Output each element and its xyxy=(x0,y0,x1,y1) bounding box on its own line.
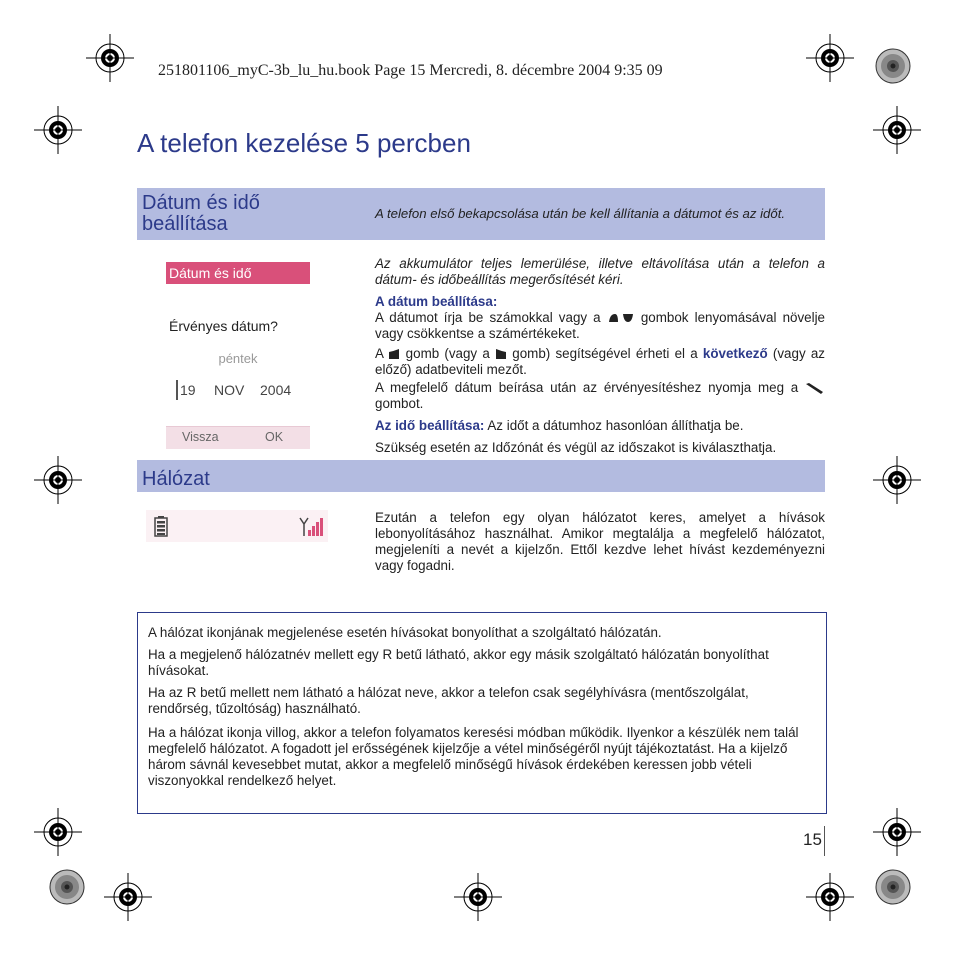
info-paragraph-3: Ha az R betű mellett nem látható a hálózat neve, akkor a telefon csak segélyhívásra (mentőszolgálat, rendőrség, tűzoltóság) használható. xyxy=(148,685,749,716)
network-screen xyxy=(146,510,328,542)
crosshair-icon xyxy=(104,873,152,921)
left-key-icon xyxy=(388,348,400,360)
crosshair-icon xyxy=(86,34,134,82)
date-instruction-1: A dátumot írja be számokkal vagy a gombok lenyomásával növelje vagy csökkentse a számértékeket. xyxy=(375,310,825,341)
time-setting: Az idő beállítása: Az időt a dátumhoz hasonlóan állíthatja be. xyxy=(375,418,744,433)
page-number: 15 xyxy=(803,830,822,849)
info-paragraph-2: Ha a megjelenő hálózatnév mellett egy R betű látható, akkor egy másik szolgáltató hálózatán bonyolíthat hívásokat. xyxy=(148,647,769,678)
text-cursor xyxy=(176,380,178,400)
soft-left-label: Vissza xyxy=(182,430,219,444)
up-down-keys-icon xyxy=(607,311,635,325)
battery-note: Az akkumulátor teljes lemerülése, illetve eltávolítása után a telefon a dátum- és időbeállítás megerősítését kéri. xyxy=(375,256,825,287)
signal-strength-icon xyxy=(300,518,323,536)
crosshair-icon xyxy=(454,873,502,921)
info-paragraph-4: Ha a hálózat ikonja villog, akkor a telefon folyamatos keresési módban működik. Ilyenkor a készülék nem talál megfelelő hálózatot. A fogadott jel erősségének kijelzője a vétel minőségéről nyújt tájékoztatást. Ha a kijelző három sávnál kevesebbet mutat, akkor a megfelelő minőségű hívások érdekében keressen jobb vételi viszonyokkal rendelkező helyet. xyxy=(148,725,799,788)
network-section-label: Hálózat xyxy=(142,468,210,490)
crosshair-icon xyxy=(806,873,854,921)
soft-right-label: OK xyxy=(265,430,284,444)
month-field: NOV xyxy=(214,382,245,398)
call-key-icon xyxy=(805,382,825,394)
timezone-note: Szükség esetén az Időzónát és végül az időszakot is kiválaszthatja. xyxy=(375,440,777,455)
crosshair-icon xyxy=(34,106,82,154)
phone-softkey-bar xyxy=(166,426,310,449)
phone-screen-title: Dátum és idő xyxy=(166,262,310,284)
crosshair-icon xyxy=(34,808,82,856)
phone-screen-date xyxy=(166,262,310,448)
battery-icon xyxy=(155,516,167,536)
date-instruction-2: A gomb (vagy a gomb) segítségével érheti el a következő (vagy az előző) adatbeviteli mezőt. xyxy=(375,346,825,377)
page-number-rule xyxy=(824,826,825,856)
date-intro: A telefon első bekapcsolása után be kell állítania a dátumot és az időt. xyxy=(375,206,786,221)
info-paragraph-1: A hálózat ikonjának megjelenése esetén hívásokat bonyolíthat a szolgáltató hálózatán. xyxy=(148,625,662,640)
crosshair-icon xyxy=(806,34,854,82)
crosshair-icon xyxy=(873,808,921,856)
crosshair-icon xyxy=(34,456,82,504)
date-instruction-3: A megfelelő dátum beírása után az érvényesítéshez nyomja meg a gombot. xyxy=(375,380,825,412)
right-key-icon xyxy=(495,348,507,360)
year-field: 2004 xyxy=(260,382,292,398)
day-field: 19 xyxy=(180,382,196,398)
network-text: Ezután a telefon egy olyan hálózatot keres, amelyet a hívások lebonyolításához használhat. Amikor megtalálja a megfelelő hálózatot, megjeleníti a nevét a kijelzőn. Ettől kezdve lehet hívást kezdeményezni vagy fogadni. xyxy=(375,510,825,573)
phone-screen-question: Érvényes dátum? xyxy=(169,318,278,334)
date-section-label: Dátum és idő beállítása xyxy=(142,192,260,235)
color-wheel-icon xyxy=(50,870,84,904)
page-title: A telefon kezelése 5 percben xyxy=(137,128,471,158)
phone-screen-day: péntek xyxy=(218,351,258,366)
color-wheel-icon xyxy=(876,49,910,83)
network-info-box xyxy=(137,612,827,814)
crosshair-icon xyxy=(873,106,921,154)
network-band xyxy=(137,460,825,492)
date-heading: A dátum beállítása: xyxy=(375,294,498,309)
color-wheel-icon xyxy=(876,870,910,904)
crosshair-icon xyxy=(873,456,921,504)
file-header: 251801106_myC-3b_lu_hu.book Page 15 Mercredi, 8. décembre 2004 9:35 09 xyxy=(158,62,663,79)
